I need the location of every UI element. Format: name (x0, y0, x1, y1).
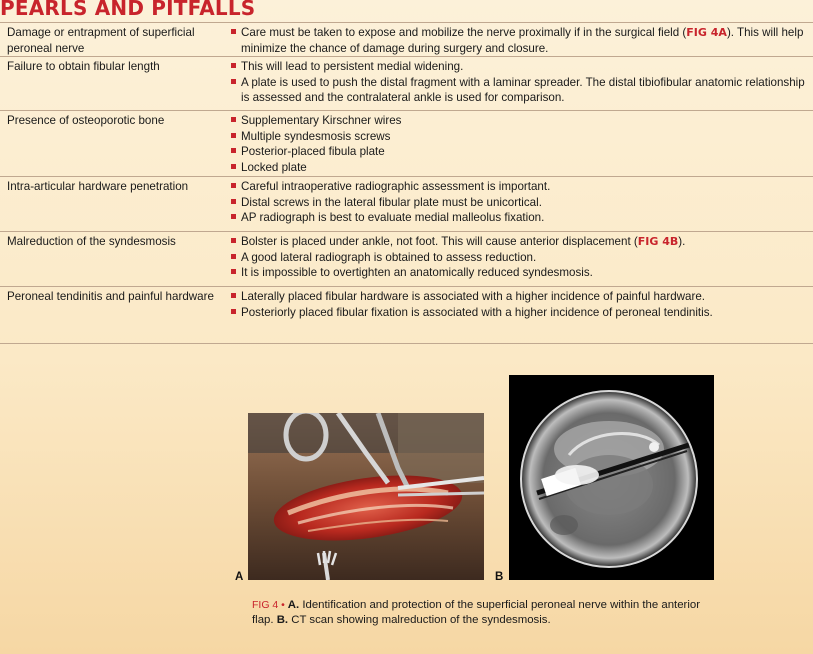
pearl-item: A good lateral radiograph is obtained to assess reduction. (230, 250, 813, 266)
problem-cell: Damage or entrapment of superficial peroneal nerve (7, 26, 195, 55)
pearl-item: It is impossible to overtighten an anatomically reduced syndesmosis. (230, 265, 813, 281)
table-row (0, 177, 813, 232)
pearls-cell (230, 287, 813, 322)
panel-label-b: B (495, 571, 504, 583)
pearls-cell (230, 111, 813, 177)
table-row (0, 287, 813, 344)
pearl-item: Locked plate (230, 160, 813, 176)
table-row (0, 23, 813, 57)
caption-figure-number: FIG 4 (252, 599, 279, 611)
surgical-photo (248, 413, 484, 580)
pearl-item: AP radiograph is best to evaluate medial malleolus fixation. (230, 210, 813, 226)
problem-cell: Malreduction of the syndesmosis (7, 235, 176, 248)
table-row (0, 232, 813, 287)
pearl-item: Laterally placed fibular hardware is associated with a higher incidence of painful hardware. (230, 289, 813, 305)
pearl-item: Posteriorly placed fibular fixation is associated with a higher incidence of peroneal tendinitis. (230, 305, 813, 321)
pearl-item: Careful intraoperative radiographic assessment is important. (230, 179, 813, 195)
pearls-cell (230, 177, 813, 228)
figure-ref-link[interactable]: FIG 4A (686, 26, 727, 39)
pearl-item: Supplementary Kirschner wires (230, 113, 813, 129)
figure-ref-link[interactable]: FIG 4B (637, 235, 679, 248)
panel-label-a: A (235, 571, 244, 583)
problem-cell: Failure to obtain fibular length (7, 60, 160, 73)
problem-cell: Intra-articular hardware penetration (7, 180, 189, 193)
pearls-cell (230, 23, 813, 58)
ct-scan (509, 375, 714, 580)
pearl-item: Posterior-placed fibula plate (230, 144, 813, 160)
table-row (0, 57, 813, 111)
pearl-item: This will lead to persistent medial widening. (230, 59, 813, 75)
pearls-cell (230, 232, 813, 283)
pearl-item: A plate is used to push the distal fragment with a laminar spreader. The distal tibiofibular anatomic relationship is assessed and the contralateral ankle is used for comparison. (230, 75, 813, 106)
pearls-table (0, 22, 813, 344)
pearl-item: Care must be taken to expose and mobilize the nerve proximally if in the surgical field (FIG 4A). This will help minimize the chance of damage during surgery and closure. (230, 25, 813, 56)
pearl-item: Multiple syndesmosis screws (230, 129, 813, 145)
page-title: PEARLS AND PITFALLS (0, 0, 256, 20)
figure-caption: FIG 4 • A. Identification and protection of the superficial peroneal nerve within the anterior flap. B. CT scan showing malreduction of the syndesmosis. (252, 599, 701, 626)
table-row (0, 111, 813, 177)
surgical-photo-image (248, 413, 484, 580)
problem-cell: Presence of osteoporotic bone (7, 114, 165, 127)
ct-scan-image (509, 375, 714, 580)
pearls-cell (230, 57, 813, 108)
pearl-item: Bolster is placed under ankle, not foot. This will cause anterior displacement (FIG 4B). (230, 234, 813, 250)
problem-cell: Peroneal tendinitis and painful hardware (7, 290, 214, 303)
pearl-item: Distal screws in the lateral fibular plate must be unicortical. (230, 195, 813, 211)
